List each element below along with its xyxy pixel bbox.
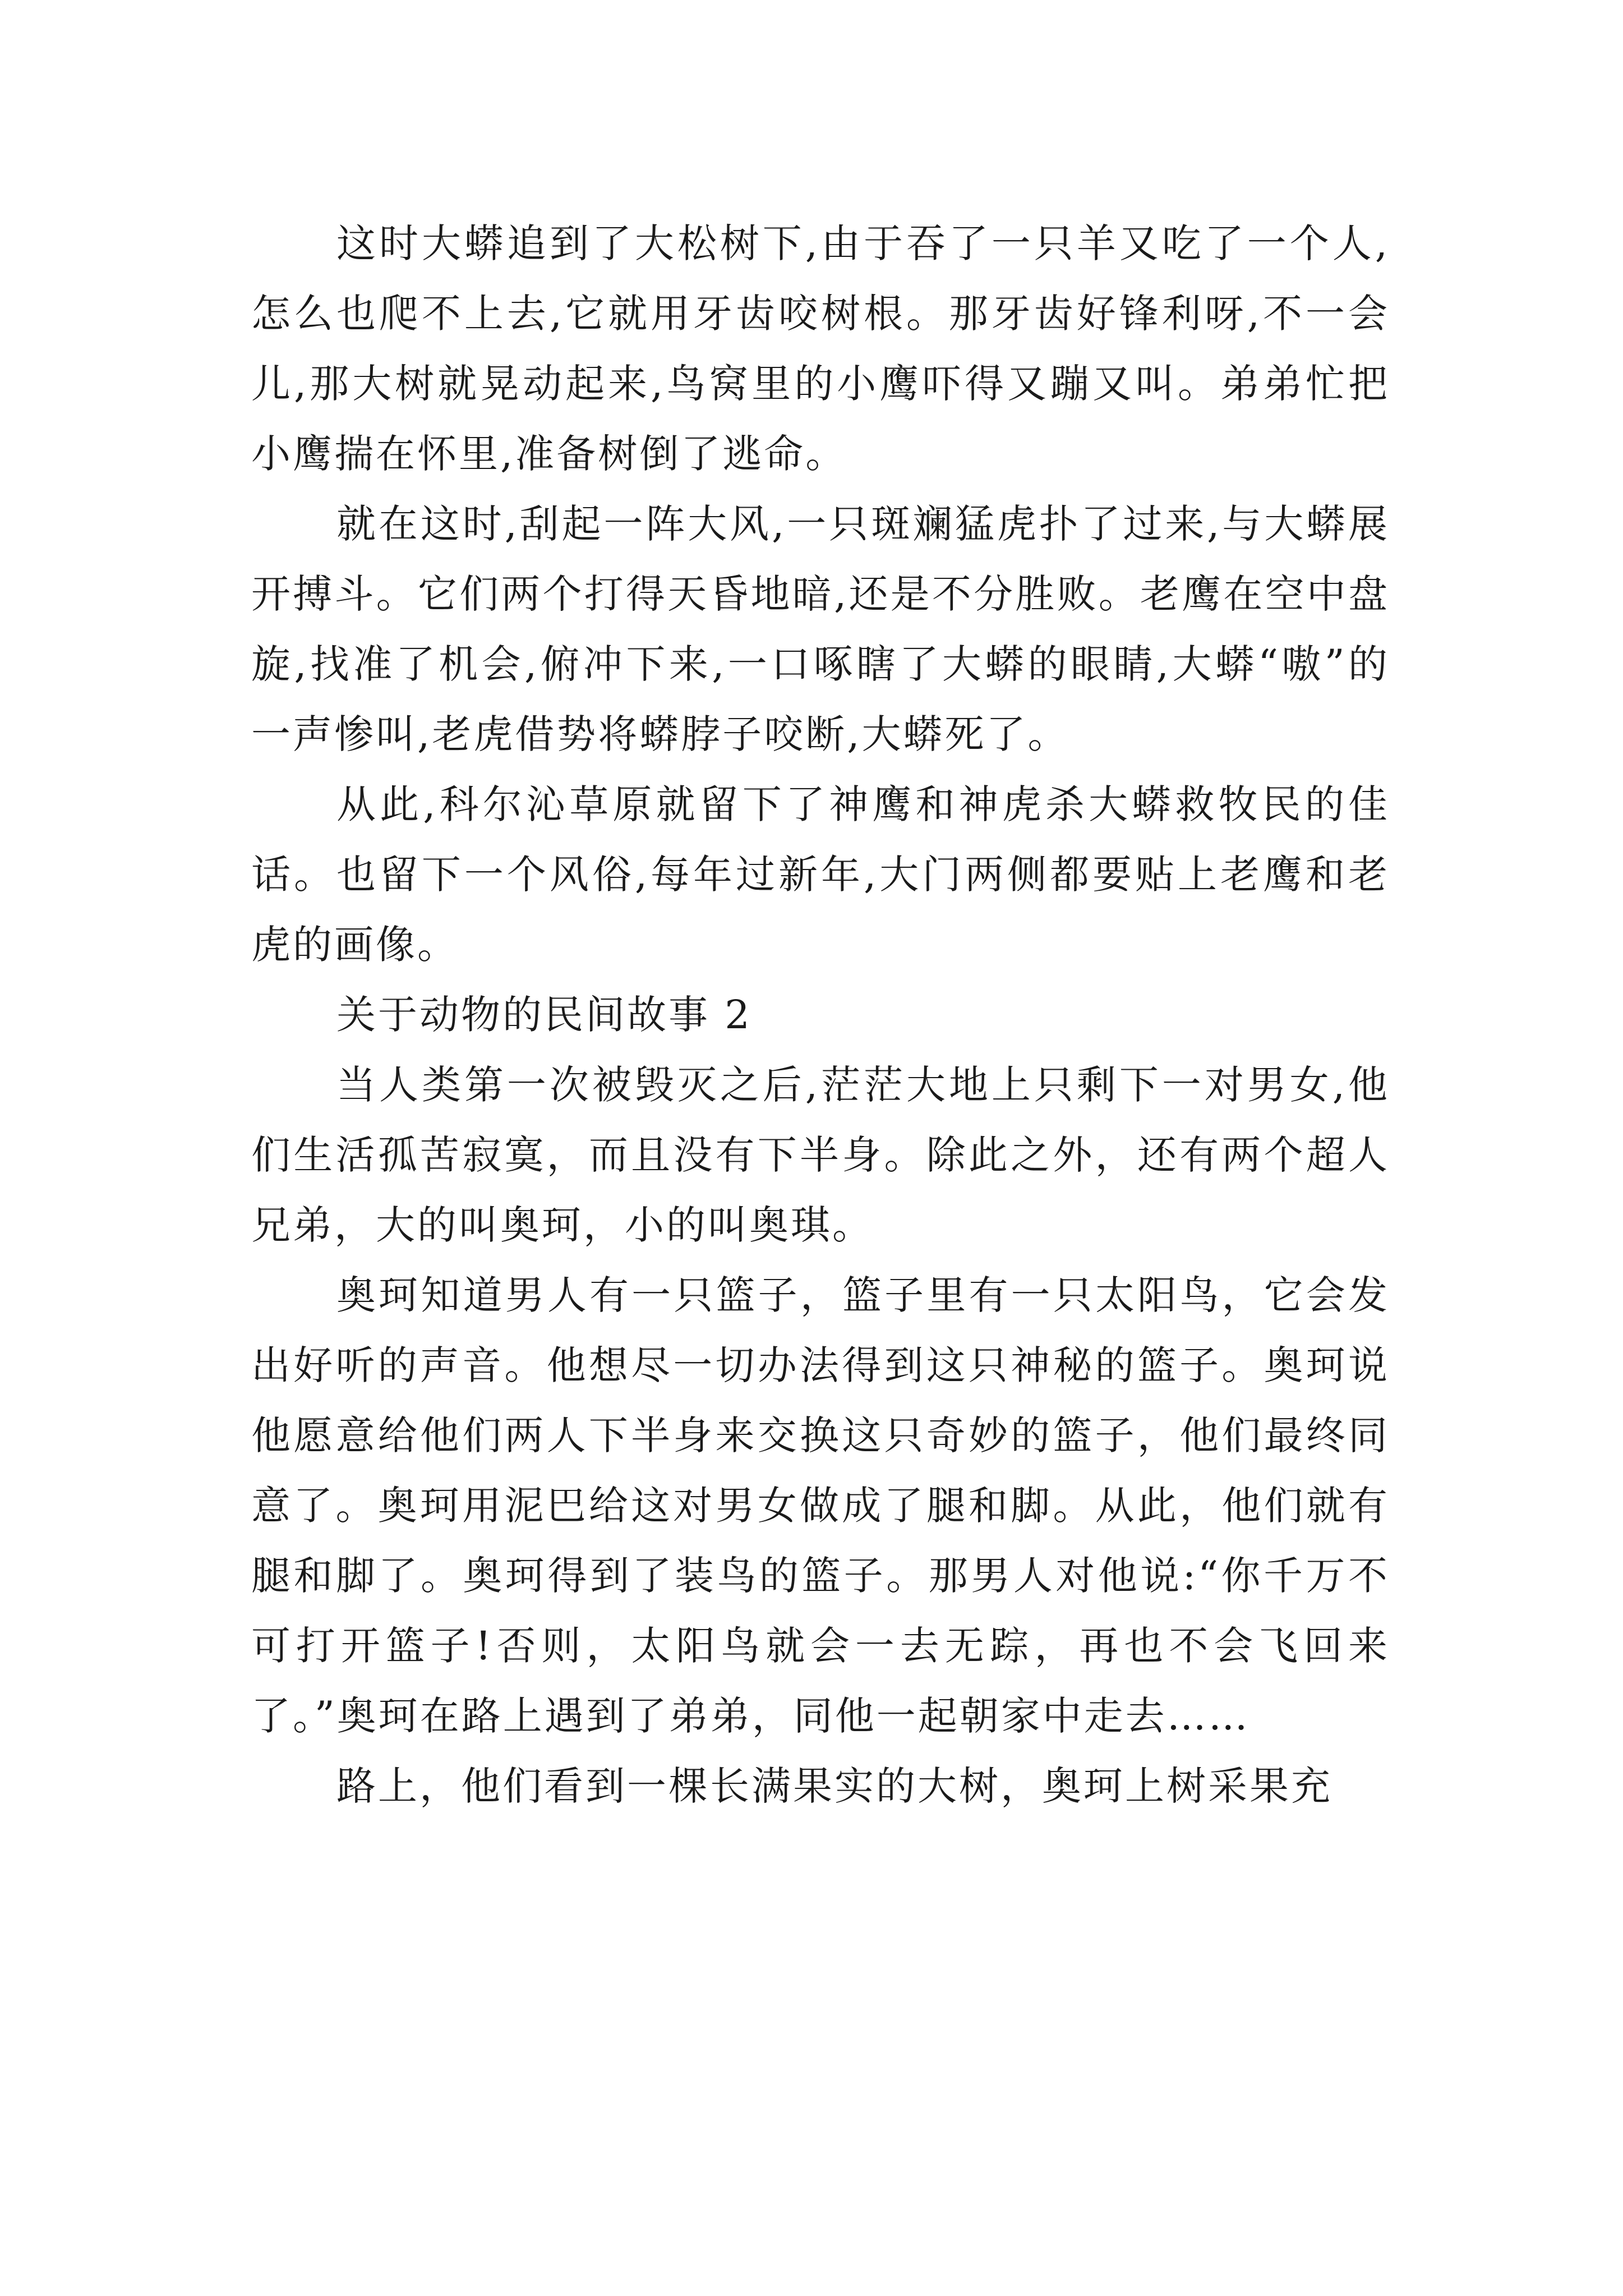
paragraph-fruit-tree: 路上，他们看到一棵长满果实的大树，奥珂上树采果充 — [336, 1763, 1332, 1809]
paragraph-humans: 当人类第一次被毁灭之后,茫茫大地上只剩下一对男女,他们生活孤苦寂寞，而且没有下半身。除此之外，还有两个超人兄弟，大的叫奥珂，小的叫奥琪。 — [251, 1062, 1390, 1248]
paragraph-basket: 奥珂知道男人有一只篮子，篮子里有一只太阳鸟，它会发出好听的声音。他想尽一切办法得到这只神秘的篮子。奥珂说他愿意给他们两人下半身来交换这只奇妙的篮子，他们最终同意了。奥珂用泥巴给这对男女做成了腿和脚。从此，他们就有腿和脚了。奥珂得到了装鸟的篮子。那男人对他说:“你千万不可打开篮子!否则，太阳鸟就会一去无踪，再也不会飞回来了。”奥珂在路上遇到了弟弟，同他一起朝家中走去…… — [251, 1272, 1390, 1739]
paragraph-python-chase: 这时大蟒追到了大松树下,由于吞了一只羊又吃了一个人,怎么也爬不上去,它就用牙齿咬树根。那牙齿好锋利呀,不一会儿,那大树就晃动起来,鸟窝里的小鹰吓得又蹦又叫。弟弟忙把小鹰揣在怀里,准备树倒了逃命。 — [251, 220, 1390, 477]
body-text — [251, 209, 1390, 1821]
paragraph-custom: 从此,科尔沁草原就留下了神鹰和神虎杀大蟒救牧民的佳话。也留下一个风俗,每年过新年,大门两侧都要贴上老鹰和老虎的画像。 — [251, 781, 1390, 968]
paragraph-tiger-fight: 就在这时,刮起一阵大风,一只斑斓猛虎扑了过来,与大蟒展开搏斗。它们两个打得天昏地暗,还是不分胜败。老鹰在空中盘旋,找准了机会,俯冲下来,一口啄瞎了大蟒的眼睛,大蟒“嗷”的一声惨叫,老虎借势将蟒脖子咬断,大蟒死了。 — [251, 501, 1390, 757]
section-title: 关于动物的民间故事 2 — [336, 992, 752, 1038]
